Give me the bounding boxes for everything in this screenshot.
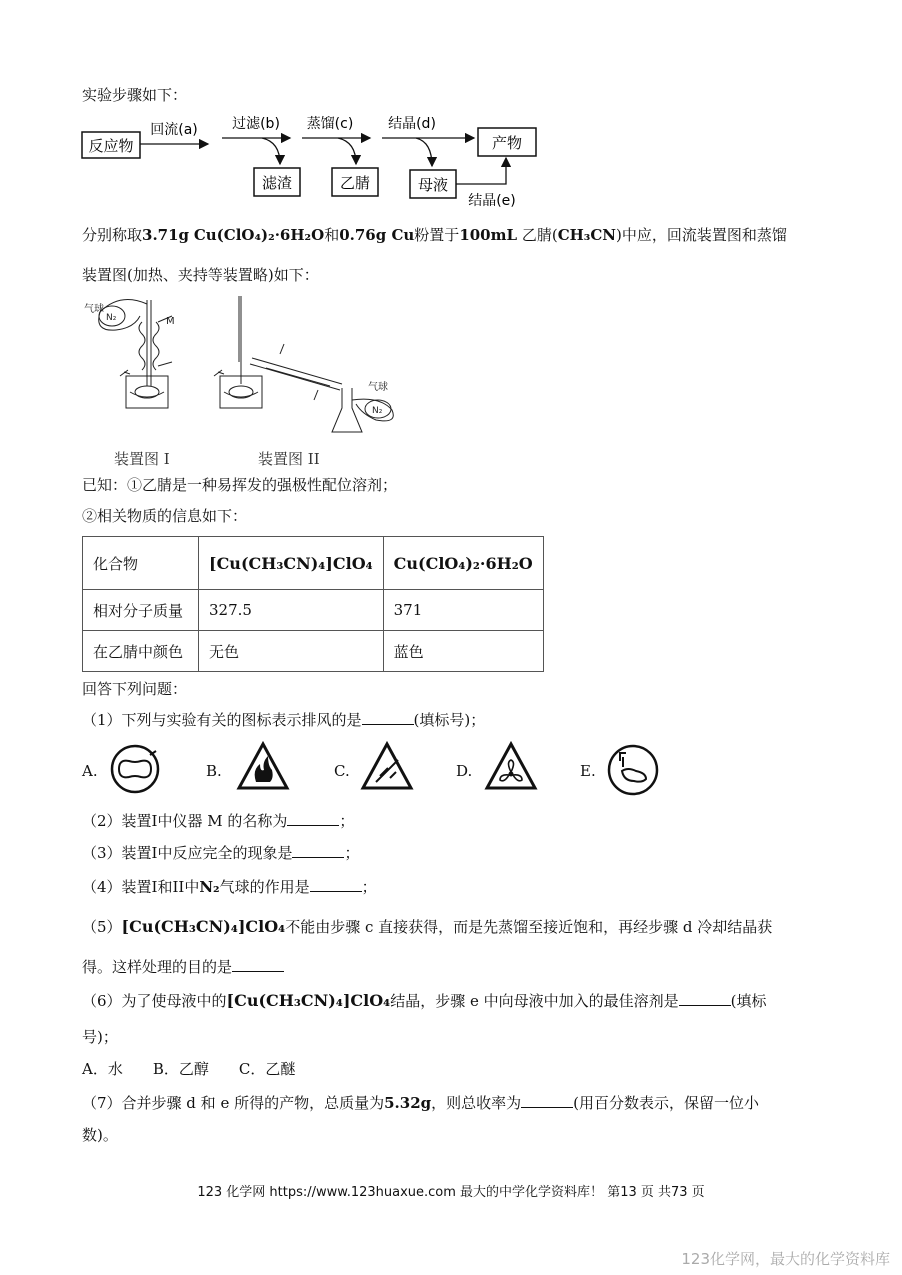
flow-residue: 滤渣 [261,174,293,192]
apparatus-caption-2: 装置图 II [258,450,320,468]
table-cell: Cu(ClO₄)₂·6H₂O [383,537,543,590]
answer-blank[interactable] [362,710,414,725]
hand-washing-icon [606,743,660,797]
answer-blank[interactable] [292,843,344,858]
table-cell: [Cu(CH₃CN)₄]ClO₄ [199,537,384,590]
question-2: （2）装置I中仪器 M 的名称为 ； [82,812,355,830]
apparatus-m-label: M [166,316,175,327]
flow-reflux: 回流(a) [150,122,198,138]
flow-product: 产物 [491,134,523,152]
flow-filter: 过滤(b) [232,116,280,132]
option-d-label: D. [456,762,473,780]
apparatus-balloon-label-2: 气球 [368,382,388,393]
question-3: （3）装置I中反应完全的现象是 ； [82,844,360,862]
apparatus-caption-1: 装置图 I [114,450,170,468]
watermark: 123化学网，最大的化学资料库 [681,1250,890,1268]
flow-distill: 蒸馏(c) [306,116,354,132]
answer-blank[interactable] [310,877,362,892]
table-cell: 相对分子质量 [83,590,199,631]
table-header-row [83,537,544,590]
flow-crystal-d: 结晶(d) [388,116,436,132]
question-6-options: A．水 B．乙醇 C．乙醚 [82,1060,296,1078]
question-7-line2: 数)。 [82,1126,118,1144]
page-footer: 123 化学网 https://www.123huaxue.com 最大的中学化学资料库！ 第13 页 共73 页 [197,1185,705,1200]
answer-blank[interactable] [232,957,284,972]
known-info-1: 已知：①乙腈是一种易挥发的强极性配位溶剂； [82,476,398,494]
flow-mother-liquor: 母液 [417,176,449,194]
properties-table [82,536,544,672]
flow-crystal-e: 结晶(e) [468,193,516,209]
apparatus-n2-label-2: N₂ [372,406,383,416]
apparatus-balloon-label-1: 气球 [84,304,104,315]
table-cell: 化合物 [83,537,199,590]
answer-blank[interactable] [679,991,731,1006]
paragraph-weighing-line2: 装置图(加热、夹持等装置略)如下： [82,266,319,284]
table-row [83,631,544,672]
question-1: （1）下列与实验有关的图标表示排风的是 (填标号)； [82,711,486,729]
known-info-2: ②相关物质的信息如下： [82,507,248,525]
answer-blank[interactable] [287,811,339,826]
sharp-object-icon [360,740,414,794]
option-c-label: C. [334,762,350,780]
exhaust-fan-icon [484,740,538,794]
procedure-flow-diagram [80,112,550,212]
answer-intro: 回答下列问题： [82,680,188,698]
table-cell: 无色 [199,631,384,672]
question-7: （7）合并步骤 d 和 e 所得的产物，总质量为5.32g，则总收率为 (用百分数表示，保留一位小 [82,1094,760,1112]
apparatus-n2-label-1: N₂ [106,313,117,323]
paragraph-weighing: 分别称取3.71g Cu(ClO₄)₂·6H₂O和0.76g Cu粉置于100mL 乙腈(CH₃CN)中应，回流装置图和蒸馏 [82,226,787,244]
question-4: （4）装置I和II中N₂气球的作用是 ； [82,878,377,896]
goggles-icon [110,743,160,795]
flame-hazard-icon [236,740,290,794]
table-cell: 蓝色 [383,631,543,672]
table-cell: 327.5 [199,590,384,631]
question-6: （6）为了使母液中的[Cu(CH₃CN)₄]ClO₄结晶，步骤 e 中向母液中加入的最佳溶剂是 (填标 [82,991,767,1010]
table-cell: 371 [383,590,543,631]
flow-reactant: 反应物 [88,137,134,155]
flow-acetonitrile: 乙腈 [339,174,371,192]
question-5-line2: 得。这样处理的目的是 [82,956,284,977]
option-a-label: A. [82,762,98,780]
question-5: （5）[Cu(CH₃CN)₄]ClO₄不能由步骤 c 直接获得，而是先蒸馏至接近饱和，再经步骤 d 冷却结晶获 [82,917,773,936]
question-6-line2: 号)； [82,1028,118,1046]
apparatus-diagram [80,292,420,442]
answer-blank[interactable] [521,1093,573,1108]
intro-text: 实验步骤如下： [82,86,188,104]
table-cell: 在乙腈中颜色 [83,631,199,672]
table-row [83,590,544,631]
option-b-label: B. [206,762,222,780]
option-e-label: E. [580,762,596,780]
